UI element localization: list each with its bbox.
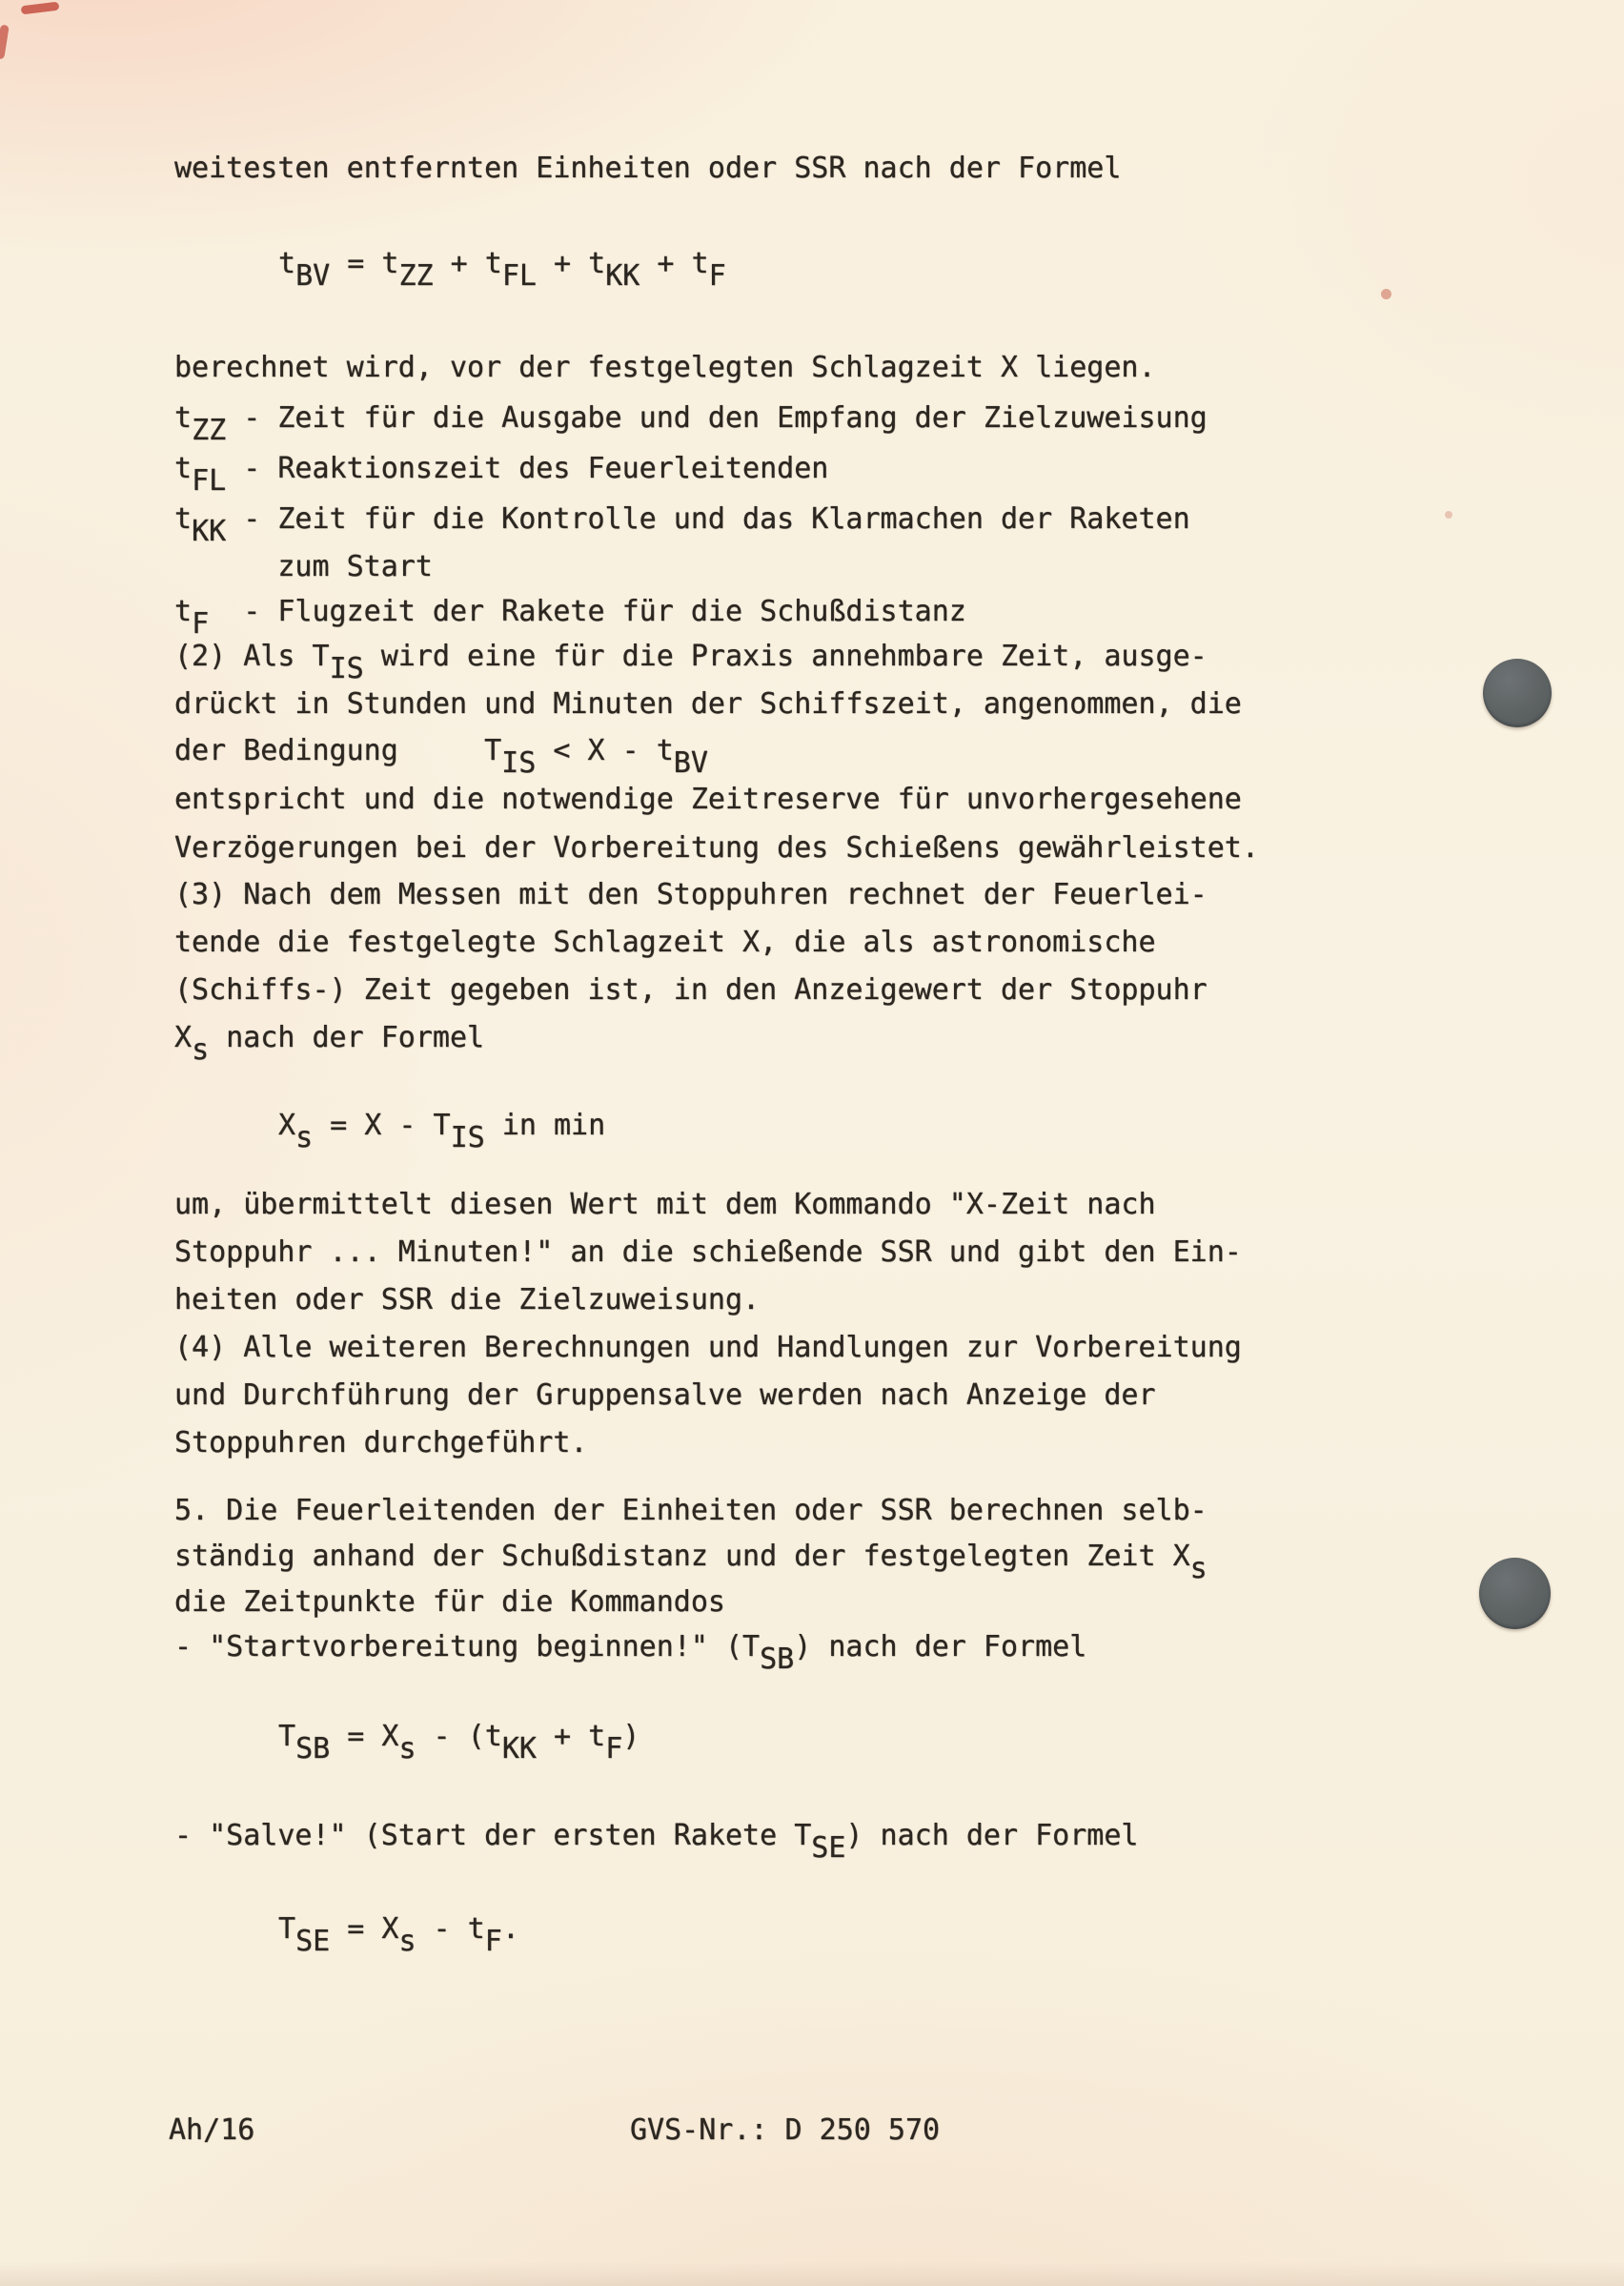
text-line: (3) Nach dem Messen mit den Stoppuhren rechnet der Feuerlei- (174, 878, 1208, 911)
text-line: 5. Die Feuerleitenden der Einheiten oder SSR berechnen selb- (174, 1494, 1208, 1527)
formula-line: tBV = tZZ + tFL + tKK + tF (278, 247, 726, 293)
text-line: die Zeitpunkte für die Kommandos (174, 1585, 725, 1619)
text-line: Xs nach der Formel (174, 1021, 485, 1067)
formula-line: TSB = Xs - (tKK + tF) (278, 1720, 640, 1766)
subscript: KK (192, 515, 227, 548)
punch-hole-bottom (1479, 1558, 1551, 1629)
text-line: Stoppuhren durchgeführt. (174, 1426, 588, 1459)
text-line: (4) Alle weiteren Berechnungen und Handlungen zur Vorbereitung (174, 1331, 1242, 1364)
subscript: F (484, 1925, 502, 1958)
text-line: weitesten entfernten Einheiten oder SSR nach der Formel (174, 152, 1122, 185)
text-line: um, übermittelt diesen Wert mit dem Kommando "X-Zeit nach (174, 1188, 1156, 1221)
subscript: F (605, 1732, 623, 1766)
subscript: SB (295, 1732, 331, 1766)
footer-author-code: Ah/16 (169, 2113, 255, 2147)
subscript: FL (501, 259, 537, 293)
text-line: drückt in Stunden und Minuten der Schiffszeit, angenommen, die (174, 687, 1242, 721)
text-line: (2) Als TIS wird eine für die Praxis annehmbare Zeit, ausge- (174, 640, 1208, 685)
text-line: entspricht und die notwendige Zeitreserve für unvorhergesehene (174, 783, 1242, 816)
subscript: s (295, 1121, 314, 1154)
subscript: IS (450, 1121, 485, 1154)
subscript: s (192, 1033, 210, 1067)
text-line: tZZ - Zeit für die Ausgabe und den Empfang der Zielzuweisung (174, 401, 1208, 447)
text-line: Stoppuhr ... Minuten!" an die schießende SSR und gibt den Ein- (174, 1235, 1242, 1269)
text-line: tFL - Reaktionszeit des Feuerleitenden (174, 452, 829, 498)
paper-speck (1445, 511, 1452, 519)
subscript: KK (605, 259, 640, 293)
subscript: s (1189, 1552, 1208, 1585)
text-line: - "Startvorbereitung beginnen!" (TSB) nach der Formel (174, 1630, 1087, 1676)
subscript: F (708, 259, 726, 293)
text-line: der Bedingung TIS < X - tBV (174, 734, 708, 780)
subscript: SB (760, 1643, 795, 1676)
text-line: - "Salve!" (Start der ersten Rakete TSE) nach der Formel (174, 1819, 1139, 1865)
formula-line: TSE = Xs - tF. (278, 1912, 519, 1958)
text-line: und Durchführung der Gruppensalve werden nach Anzeige der (174, 1378, 1156, 1412)
subscript: IS (501, 746, 537, 780)
punch-hole-top (1483, 659, 1552, 727)
subscript: FL (192, 464, 227, 498)
subscript: s (398, 1925, 416, 1958)
formula-line: Xs = X - TIS in min (278, 1109, 606, 1154)
subscript: IS (329, 652, 364, 685)
text-line: ständig anhand der Schußdistanz und der festgelegten Zeit Xs (174, 1540, 1208, 1585)
text-line: heiten oder SSR die Zielzuweisung. (174, 1283, 761, 1316)
text-line: (Schiffs-) Zeit gegeben ist, in den Anzeigewert der Stoppuhr (174, 973, 1208, 1007)
text-line: zum Start (174, 550, 433, 583)
text-line: Verzögerungen bei der Vorbereitung des Schießens gewährleistet. (174, 831, 1259, 865)
text-line: berechnet wird, vor der festgelegten Schlagzeit X liegen. (174, 351, 1156, 384)
text-line: tende die festgelegte Schlagzeit X, die als astronomische (174, 926, 1156, 959)
subscript: F (192, 607, 210, 641)
subscript: ZZ (192, 414, 227, 447)
subscript: ZZ (398, 259, 434, 293)
paper-speck (1381, 289, 1391, 299)
footer-doc-number: GVS-Nr.: D 250 570 (630, 2113, 941, 2147)
subscript: SE (811, 1831, 846, 1865)
text-line: tF - Flugzeit der Rakete für die Schußdistanz (174, 595, 966, 641)
subscript: s (398, 1732, 416, 1766)
subscript: SE (295, 1925, 331, 1958)
subscript: KK (501, 1732, 537, 1766)
subscript: BV (295, 259, 331, 293)
subscript: BV (673, 746, 708, 780)
text-line: tKK - Zeit für die Kontrolle und das Klarmachen der Raketen (174, 502, 1190, 548)
